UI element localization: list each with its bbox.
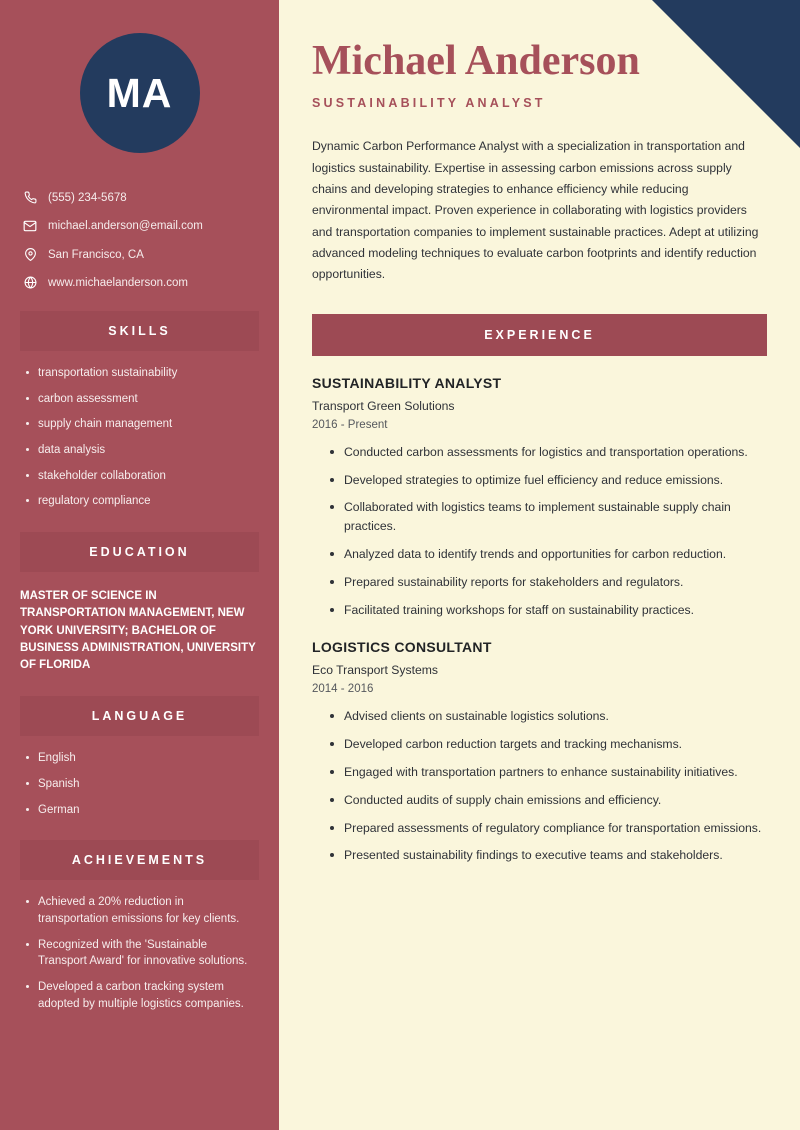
list-item: Prepared assessments of regulatory compliance for transportation emissions.	[330, 819, 767, 838]
list-item: Engaged with transportation partners to enhance sustainability initiatives.	[330, 763, 767, 782]
job-dates: 2016 - Present	[312, 418, 388, 431]
achievements-list	[0, 894, 279, 1012]
language-list	[0, 750, 279, 818]
contact-value-phone: (555) 234-5678	[48, 191, 127, 204]
job-company: Transport Green Solutions	[312, 398, 455, 413]
list-item: Developed carbon reduction targets and tracking mechanisms.	[330, 735, 767, 754]
list-item: data analysis	[26, 442, 257, 459]
list-item: German	[26, 802, 257, 819]
contact-item-website[interactable]	[18, 276, 279, 289]
list-item: Presented sustainability findings to executive teams and stakeholders.	[330, 846, 767, 865]
experience-section-header: EXPERIENCE	[312, 314, 767, 356]
list-item: Achieved a 20% reduction in transportation emissions for key clients.	[26, 894, 257, 927]
job-points-list	[312, 443, 767, 620]
achievements-section-header: ACHIEVEMENTS	[20, 840, 259, 880]
list-item: supply chain management	[26, 416, 257, 433]
list-item: carbon assessment	[26, 391, 257, 408]
list-item: Prepared sustainability reports for stakeholders and regulators.	[330, 573, 767, 592]
list-item: Analyzed data to identify trends and opportunities for carbon reduction.	[330, 545, 767, 564]
list-item: Spanish	[26, 776, 257, 793]
list-item: Recognized with the 'Sustainable Transport Award' for innovative solutions.	[26, 937, 257, 970]
envelope-icon	[18, 219, 42, 233]
list-item: Collaborated with logistics teams to implement sustainable supply chain practices.	[330, 498, 767, 536]
achievements-section	[0, 840, 279, 1012]
job-company: Eco Transport Systems	[312, 662, 438, 677]
language-section-header: LANGUAGE	[20, 696, 259, 736]
education-section-header: EDUCATION	[20, 532, 259, 572]
experience-entry	[312, 375, 767, 620]
job-role: LOGISTICS CONSULTANT	[312, 638, 492, 655]
contact-value-email: michael.anderson@email.com	[48, 220, 203, 232]
list-item: Conducted audits of supply chain emissions and efficiency.	[330, 791, 767, 810]
contact-value-website: www.michaelanderson.com	[48, 276, 188, 289]
list-item: Conducted carbon assessments for logistics and transportation operations.	[330, 443, 767, 462]
phone-icon	[18, 191, 42, 204]
page-title: Michael Anderson	[312, 38, 640, 84]
avatar-container	[0, 0, 279, 153]
contact-item-phone[interactable]	[18, 191, 279, 204]
avatar: MA	[80, 33, 200, 153]
list-item: Developed a carbon tracking system adopted by multiple logistics companies.	[26, 979, 257, 1012]
contact-item-email[interactable]	[18, 219, 279, 233]
education-section	[0, 532, 279, 674]
language-section	[0, 696, 279, 818]
list-item: Developed strategies to optimize fuel efficiency and reduce emissions.	[330, 471, 767, 490]
job-dates: 2014 - 2016	[312, 682, 374, 695]
skills-section	[0, 311, 279, 510]
list-item: Advised clients on sustainable logistics solutions.	[330, 707, 767, 726]
contact-list	[0, 191, 279, 289]
profile-summary: Dynamic Carbon Performance Analyst with a specialization in transportation and logistics sustainability. Expertise in assessing carbon emissions across supply chains and developing strategies to enhance efficiency while reducing environmental impact. Proven experience in collaborating with logistics providers and transportation companies to implement sustainable practices. Adept at utilizing advanced modeling techniques to evaluate carbon footprints and identify reduction opportunities.	[312, 139, 759, 282]
job-role: SUSTAINABILITY ANALYST	[312, 374, 502, 391]
main-content	[279, 0, 800, 1130]
education-text: MASTER OF SCIENCE IN TRANSPORTATION MANAGEMENT, NEW YORK UNIVERSITY; BACHELOR OF BUSINESS ADMINISTRATION, UNIVERSITY OF FLORIDA	[20, 590, 256, 672]
experience-entry	[312, 639, 767, 865]
sidebar	[0, 0, 279, 1130]
contact-item-location[interactable]	[18, 248, 279, 261]
list-item: transportation sustainability	[26, 365, 257, 382]
skills-section-header: SKILLS	[20, 311, 259, 351]
job-points-list	[312, 707, 767, 865]
profile-job-title: SUSTAINABILITY ANALYST	[312, 96, 546, 111]
contact-value-location: San Francisco, CA	[48, 248, 144, 261]
list-item: stakeholder collaboration	[26, 468, 257, 485]
skills-list	[0, 365, 279, 510]
list-item: regulatory compliance	[26, 493, 257, 510]
globe-icon	[18, 276, 42, 289]
list-item: English	[26, 750, 257, 767]
list-item: Facilitated training workshops for staff on sustainability practices.	[330, 601, 767, 620]
location-pin-icon	[18, 248, 42, 261]
